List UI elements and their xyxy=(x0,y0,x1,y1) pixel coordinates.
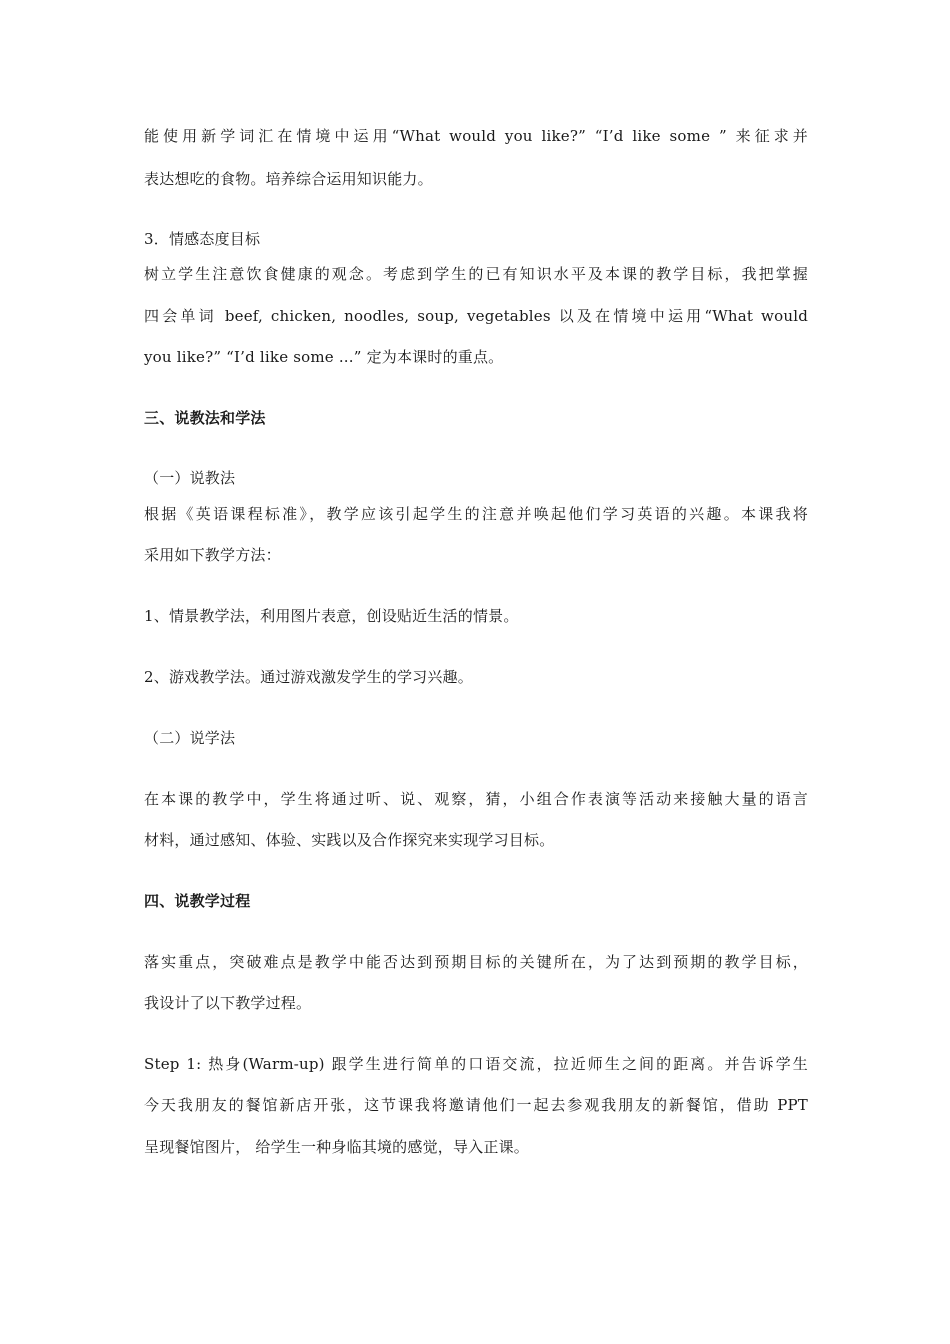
emotion-goal-line-3: you like?” “I’d like some ...” 定为本课时的重点。 xyxy=(144,348,504,366)
process-intro-line-2: 我设计了以下教学过程。 xyxy=(144,994,312,1012)
process-intro-line-1: 落实重点，突破难点是教学中能否达到预期目标的关键所在，为了达到预期的教学目标， xyxy=(144,953,808,971)
skill-goal-line-2: 表达想吃的食物。培养综合运用知识能力。 xyxy=(144,170,433,188)
skill-goal-line-1: 能使用新学词汇在情境中运用“What would you like?” “I’d like some ” 来征求并 xyxy=(144,127,808,145)
learning-method-heading: （二）说学法 xyxy=(144,729,236,747)
emotion-goal-line-2: 四会单词 beef, chicken, noodles, soup, vegetables 以及在情境中运用“What would xyxy=(144,307,808,325)
step-1-line-2: 今天我朋友的餐馆新店开张，这节课我将邀请他们一起去参观我朋友的新餐馆，借助 PPT xyxy=(144,1096,808,1114)
step-1-line-1: Step 1: 热身(Warm-up) 跟学生进行简单的口语交流，拉近师生之间的距离。并告诉学生 xyxy=(144,1055,808,1073)
teaching-method-line-2: 采用如下教学方法： xyxy=(144,546,281,564)
emotion-goal-line-1: 树立学生注意饮食健康的观念。考虑到学生的已有知识水平及本课的教学目标，我把掌握 xyxy=(144,265,808,283)
emotion-goal-heading: 3．情感态度目标 xyxy=(144,230,261,248)
method-item-2: 2、游戏教学法。通过游戏激发学生的学习兴趣。 xyxy=(144,668,473,686)
section-4-heading: 四、说教学过程 xyxy=(144,892,251,910)
learning-method-line-2: 材料，通过感知、体验、实践以及合作探究来实现学习目标。 xyxy=(144,831,555,849)
section-3-heading: 三、说教法和学法 xyxy=(144,409,266,427)
learning-method-line-1: 在本课的教学中，学生将通过听、说、观察，猜，小组合作表演等活动来接触大量的语言 xyxy=(144,790,808,808)
teaching-method-line-1: 根据《英语课程标准》，教学应该引起学生的注意并唤起他们学习英语的兴趣。本课我将 xyxy=(144,505,808,523)
method-item-1: 1、情景教学法，利用图片表意，创设贴近生活的情景。 xyxy=(144,607,519,625)
teaching-method-heading: （一）说教法 xyxy=(144,469,236,487)
step-1-line-3: 呈现餐馆图片， 给学生一种身临其境的感觉，导入正课。 xyxy=(144,1138,529,1156)
